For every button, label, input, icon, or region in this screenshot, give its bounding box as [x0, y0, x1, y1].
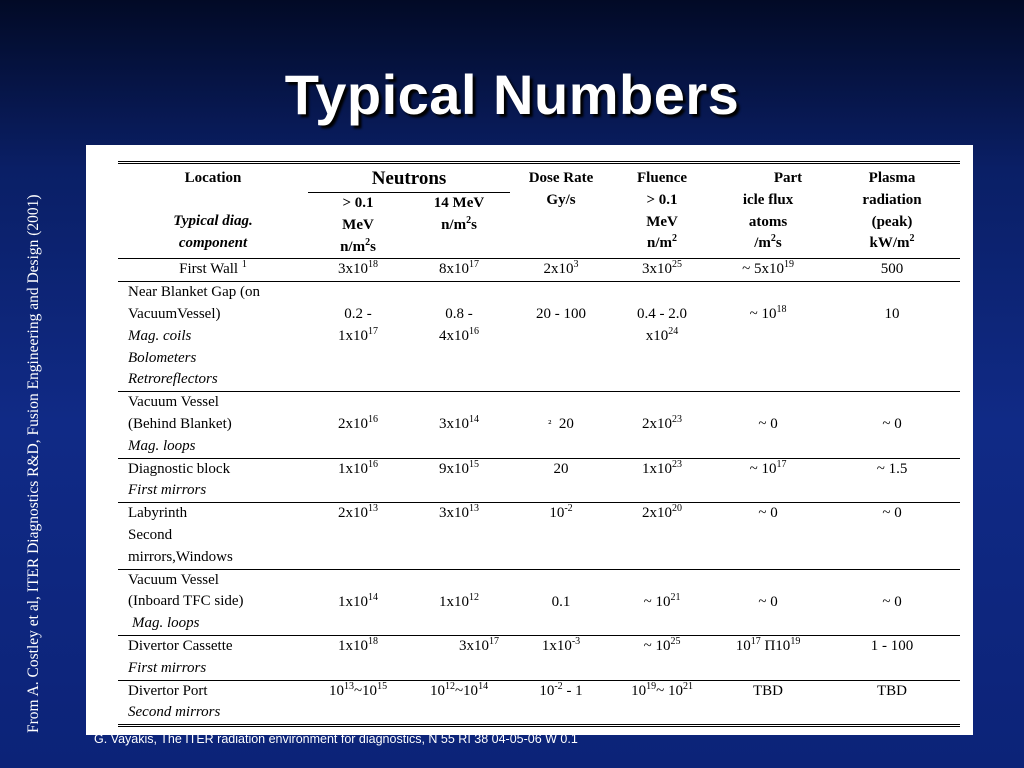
- cell-location: Vacuum Vessel (Behind Blanket) Mag. loops: [118, 392, 308, 458]
- cell-neutrons-14mev: $3x10^{13}$: [408, 503, 510, 569]
- header-particle-flux: Part icle flux atoms $/m^2s$: [742, 170, 803, 252]
- header-neutrons-14mev: 14 MeV $n/m^2s$: [408, 193, 510, 259]
- cell-dose-rate: $1x10^{-3}$: [510, 635, 612, 680]
- cell-fluence: $3x10^{25}$: [612, 259, 712, 281]
- cell-dose-rate: 20 - 100: [510, 282, 612, 392]
- table-wrap: [118, 161, 960, 727]
- cell-dose-rate: $2x10^3$: [510, 259, 612, 281]
- side-credit: From A. Costley et al, ITER Diagnostics R&D, Fusion Engineering and Design (2001): [25, 194, 42, 733]
- cell-neutrons-01mev: $10^{13}\sim 10^{15}$: [308, 680, 408, 726]
- cell-fluence: $10^{19}\sim$ $10^{21}$: [612, 680, 712, 726]
- cell-neutrons-14mev: $3x10^{14}$: [408, 392, 510, 458]
- table-panel: [86, 145, 973, 735]
- table-row: [118, 259, 960, 281]
- cell-fluence: 0.4 - 2.0 $x10^{24}$: [612, 282, 712, 392]
- cell-neutrons-01mev: $2x10^{16}$: [308, 392, 408, 458]
- cell-particle-flux: ~ $10^{17}$: [712, 458, 824, 503]
- cell-neutrons-01mev: $1x10^{14}$: [308, 569, 408, 635]
- cell-plasma-radiation: 1 - 100: [824, 635, 960, 680]
- cell-particle-flux: ~ 0: [712, 503, 824, 569]
- header-dose-rate: Dose Rate Gy/s: [528, 170, 594, 208]
- cell-plasma-radiation: 10: [824, 282, 960, 392]
- cell-fluence: $1x10^{23}$: [612, 458, 712, 503]
- header-fluence: Fluence > 0.1 MeV $n/m^2$: [637, 170, 688, 252]
- radiation-table: [118, 161, 960, 727]
- table-row: [118, 282, 960, 392]
- cell-neutrons-01mev: $3x10^{18}$: [308, 259, 408, 281]
- cell-neutrons-14mev: $1x10^{12}$: [408, 569, 510, 635]
- cell-plasma-radiation: ~ 0: [824, 392, 960, 458]
- cell-neutrons-14mev: $3x10^{17}$: [408, 635, 510, 680]
- header-neutrons-01mev: > 0.1 MeV $n/m^2s$: [308, 193, 408, 259]
- table-row: [118, 680, 960, 726]
- cell-particle-flux: ~ $10^{18}$: [712, 282, 824, 392]
- cell-plasma-radiation: TBD: [824, 680, 960, 726]
- cell-dose-rate: 20: [510, 458, 612, 503]
- cell-location: Near Blanket Gap (on VacuumVessel) Mag. coils Bolometers Retroreflectors: [118, 282, 308, 392]
- cell-fluence: ~ $10^{25}$: [612, 635, 712, 680]
- cell-plasma-radiation: 500: [824, 259, 960, 281]
- table-row: [118, 569, 960, 635]
- cell-location: First Wall $^1$: [118, 259, 308, 281]
- cell-neutrons-14mev: $9x10^{15}$: [408, 458, 510, 503]
- cell-location: Vacuum Vessel (Inboard TFC side) Mag. loops: [118, 569, 308, 635]
- table-row: [118, 503, 960, 569]
- cell-dose-rate: $10^{-2}$: [510, 503, 612, 569]
- cell-neutrons-01mev: 0.2 - $1x10^{17}$: [308, 282, 408, 392]
- cell-plasma-radiation: ~ 1.5: [824, 458, 960, 503]
- header-location: Location Typical diag. component: [173, 170, 253, 251]
- cell-location: Divertor Port Second mirrors: [118, 680, 308, 726]
- cell-particle-flux: TBD: [712, 680, 824, 726]
- cell-plasma-radiation: ~ 0: [824, 569, 960, 635]
- header-neutrons: Neutrons: [371, 168, 447, 189]
- footer-note: G. Vayakis, The ITER radiation environment for diagnostics, N 55 RI 38 04-05-06 W 0.1: [94, 732, 578, 746]
- slide-title: Typical Numbers: [284, 63, 740, 126]
- cell-particle-flux: ~ 0: [712, 392, 824, 458]
- cell-location: Labyrinth Second mirrors,Windows: [118, 503, 308, 569]
- table-row: [118, 458, 960, 503]
- cell-dose-rate: $^{^2}$ 20: [510, 392, 612, 458]
- cell-particle-flux: $10^{17}$ $\Pi 10^{19}$: [712, 635, 824, 680]
- cell-particle-flux: ~ 0: [712, 569, 824, 635]
- cell-fluence: $2x10^{20}$: [612, 503, 712, 569]
- cell-particle-flux: ~ $5x10^{19}$: [712, 259, 824, 281]
- cell-neutrons-01mev: $1x10^{16}$: [308, 458, 408, 503]
- cell-location: Divertor Cassette First mirrors: [118, 635, 308, 680]
- table-row: [118, 635, 960, 680]
- cell-dose-rate: $10^{-2} - 1$: [510, 680, 612, 726]
- table-row: [118, 392, 960, 458]
- cell-neutrons-01mev: $1x10^{18}$: [308, 635, 408, 680]
- cell-dose-rate: 0.1: [510, 569, 612, 635]
- cell-neutrons-01mev: $2x10^{13}$: [308, 503, 408, 569]
- cell-neutrons-14mev: 0.8 - $4x10^{16}$: [408, 282, 510, 392]
- cell-location: Diagnostic block First mirrors: [118, 458, 308, 503]
- cell-plasma-radiation: ~ 0: [824, 503, 960, 569]
- cell-neutrons-14mev: $10^{12}\sim 10^{14}$: [408, 680, 510, 726]
- cell-neutrons-14mev: $8x10^{17}$: [408, 259, 510, 281]
- header-plasma-radiation: Plasma radiation (peak) $kW/m^2$: [862, 170, 922, 252]
- cell-fluence: ~ $10^{21}$: [612, 569, 712, 635]
- cell-fluence: $2x10^{23}$: [612, 392, 712, 458]
